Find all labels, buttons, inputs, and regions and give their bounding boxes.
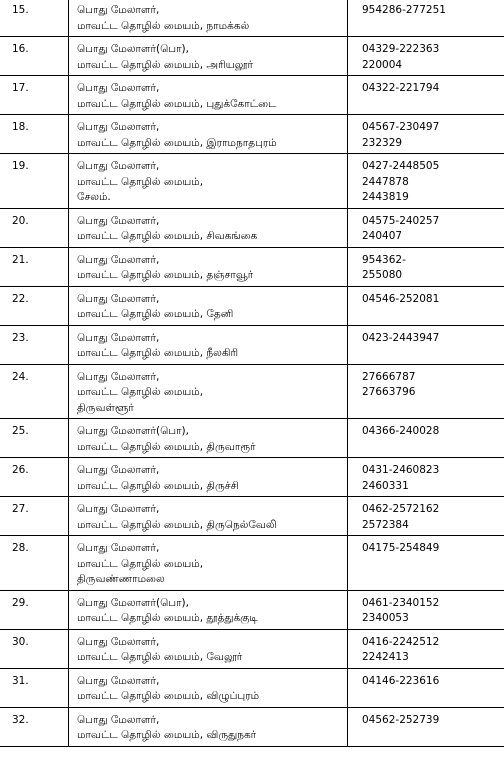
table-row [0, 208, 504, 247]
phone-cell [348, 364, 504, 419]
phone-cell [348, 208, 504, 247]
row-number: 18. [0, 115, 69, 154]
office-address-cell [69, 76, 348, 115]
phone-number: 954286-277251 [362, 4, 446, 16]
address-line: சேலம். [77, 191, 111, 203]
row-number: 30. [0, 629, 69, 668]
phone-number: 0462-2572162 [362, 503, 440, 515]
address-line: மாவட்ட தொழில் மையம், திருநெல்வேலி [77, 518, 277, 531]
phone-number: 04322-221794 [362, 82, 440, 94]
phone-number: 2340053 [362, 612, 409, 624]
office-address-cell [69, 590, 348, 629]
phone-number: 954362- [362, 253, 406, 266]
row-number: 21. [0, 247, 69, 286]
address-line: பொது மேலாளர், [77, 253, 160, 266]
table-row [0, 115, 504, 154]
phone-number: 0427-2448505 [362, 160, 440, 172]
table-row [0, 497, 504, 536]
office-address-cell [69, 37, 348, 76]
office-address-cell [69, 0, 348, 37]
address-line: மாவட்ட தொழில் மையம், சிவகங்கை [77, 230, 258, 242]
office-address-cell [69, 458, 348, 497]
address-line: பொது மேலாளர், [77, 713, 160, 726]
table-row [0, 154, 504, 209]
table-row [0, 707, 504, 746]
row-number: 28. [0, 536, 69, 591]
address-line: மாவட்ட தொழில் மையம், திருவாரூர் [77, 440, 256, 453]
phone-number: 04175-254849 [362, 542, 440, 554]
row-number: 27. [0, 497, 69, 536]
office-address-cell [69, 208, 348, 247]
phone-cell [348, 115, 504, 154]
phone-cell [348, 497, 504, 536]
address-line: மாவட்ட தொழில் மையம், [77, 557, 204, 570]
address-line: மாவட்ட தொழில் மையம், தேனி [77, 308, 234, 320]
address-line: பொது மேலாளர், [77, 292, 160, 305]
row-number: 31. [0, 668, 69, 707]
phone-number: 2447878 [362, 175, 409, 188]
office-address-cell [69, 286, 348, 325]
phone-cell [348, 668, 504, 707]
address-line: மாவட்ட தொழில் மையம், விருதுநகர் [77, 729, 257, 741]
phone-cell [348, 37, 504, 76]
table-row [0, 668, 504, 707]
address-line: திருவண்ணாமலை [77, 573, 165, 585]
table-row [0, 536, 504, 591]
phone-cell [348, 286, 504, 325]
table-row [0, 37, 504, 76]
office-address-cell [69, 325, 348, 364]
row-number: 24. [0, 364, 69, 419]
row-number: 22. [0, 286, 69, 325]
phone-cell [348, 590, 504, 629]
phone-number: 04567-230497 [362, 121, 440, 133]
phone-number: 255080 [362, 269, 403, 281]
row-number: 19. [0, 154, 69, 209]
office-address-cell [69, 154, 348, 209]
office-address-cell [69, 497, 348, 536]
phone-cell [348, 458, 504, 497]
address-line: பொது மேலாளர், [77, 214, 160, 227]
table-row [0, 364, 504, 419]
phone-number: 04146-223616 [362, 674, 440, 687]
address-line: பொது மேலாளர்(பொ), [77, 425, 189, 437]
table-row [0, 419, 504, 458]
table-row [0, 76, 504, 115]
address-line: பொது மேலாளர், [77, 121, 160, 133]
address-line: பொது மேலாளர், [77, 82, 160, 94]
row-number: 29. [0, 590, 69, 629]
address-line: மாவட்ட தொழில் மையம், தூத்துக்குடி [77, 612, 258, 624]
address-line: மாவட்ட தொழில் மையம், இராமநாதபுரம் [77, 136, 277, 149]
address-line: பொது மேலாளர், [77, 503, 160, 515]
phone-number: 220004 [362, 58, 403, 71]
phone-number: 0461-2340152 [362, 596, 440, 609]
address-line: திருவள்ளூர் [77, 401, 134, 414]
table-row [0, 590, 504, 629]
phone-cell [348, 629, 504, 668]
address-line: பொது மேலாளர்(பொ), [77, 596, 189, 609]
phone-cell [348, 536, 504, 591]
row-number: 20. [0, 208, 69, 247]
table-row [0, 286, 504, 325]
table-row [0, 247, 504, 286]
phone-number: 0431-2460823 [362, 464, 440, 476]
phone-cell [348, 707, 504, 746]
row-number: 17. [0, 76, 69, 115]
address-line: பொது மேலாளர், [77, 331, 160, 344]
phone-number: 04562-252739 [362, 713, 440, 726]
table-row [0, 0, 504, 37]
office-address-cell [69, 247, 348, 286]
phone-number: 0416-2242512 [362, 635, 440, 648]
address-line: மாவட்ட தொழில் மையம், அரியலூர் [77, 58, 253, 71]
phone-number: 2443819 [362, 191, 409, 203]
address-line: மாவட்ட தொழில் மையம், புதுக்கோட்டை [77, 97, 277, 110]
address-line: மாவட்ட தொழில் மையம், நாமக்கல் [77, 19, 250, 32]
phone-number: 2572384 [362, 518, 409, 531]
address-line: மாவட்ட தொழில் மையம், தஞ்சாவூர் [77, 269, 254, 281]
phone-number: 232329 [362, 136, 403, 149]
phone-number: 04329-222363 [362, 43, 440, 55]
address-line: மாவட்ட தொழில் மையம், திருச்சி [77, 479, 239, 492]
address-line: மாவட்ட தொழில் மையம், [77, 386, 204, 398]
table-row [0, 458, 504, 497]
phone-number: 2242413 [362, 651, 409, 663]
row-number: 23. [0, 325, 69, 364]
phone-cell [348, 76, 504, 115]
phone-number: 04575-240257 [362, 214, 440, 227]
address-line: மாவட்ட தொழில் மையம், [77, 175, 204, 188]
row-number: 16. [0, 37, 69, 76]
address-line: மாவட்ட தொழில் மையம், விழுப்புரம் [77, 690, 260, 702]
office-address-cell [69, 629, 348, 668]
address-line: பொது மேலாளர், [77, 160, 160, 172]
office-address-cell [69, 364, 348, 419]
office-address-cell [69, 668, 348, 707]
phone-number: 2460331 [362, 479, 409, 492]
row-number: 26. [0, 458, 69, 497]
phone-cell [348, 0, 504, 37]
phone-cell [348, 247, 504, 286]
phone-cell [348, 419, 504, 458]
office-address-cell [69, 536, 348, 591]
table-row [0, 325, 504, 364]
office-address-cell [69, 419, 348, 458]
row-number: 25. [0, 419, 69, 458]
address-line: பொது மேலாளர்(பொ), [77, 43, 189, 55]
address-line: பொது மேலாளர், [77, 674, 160, 687]
address-line: பொது மேலாளர், [77, 635, 160, 648]
address-line: மாவட்ட தொழில் மையம், வேலூர் [77, 651, 243, 663]
phone-cell [348, 325, 504, 364]
row-number: 32. [0, 707, 69, 746]
address-line: பொது மேலாளர், [77, 464, 160, 476]
address-line: பொது மேலாளர், [77, 4, 160, 16]
row-number: 15. [0, 0, 69, 37]
phone-number: 27666787 [362, 370, 416, 383]
phone-number: 27663796 [362, 386, 416, 398]
table-row [0, 629, 504, 668]
phone-number: 0423-2443947 [362, 331, 440, 344]
phone-number: 240407 [362, 230, 403, 242]
phone-number: 04366-240028 [362, 425, 440, 437]
phone-number: 04546-252081 [362, 292, 440, 305]
office-address-cell [69, 707, 348, 746]
phone-cell [348, 154, 504, 209]
address-line: பொது மேலாளர், [77, 370, 160, 383]
address-line: பொது மேலாளர், [77, 542, 160, 554]
office-address-cell [69, 115, 348, 154]
address-line: மாவட்ட தொழில் மையம், நீலகிரி [77, 347, 239, 359]
